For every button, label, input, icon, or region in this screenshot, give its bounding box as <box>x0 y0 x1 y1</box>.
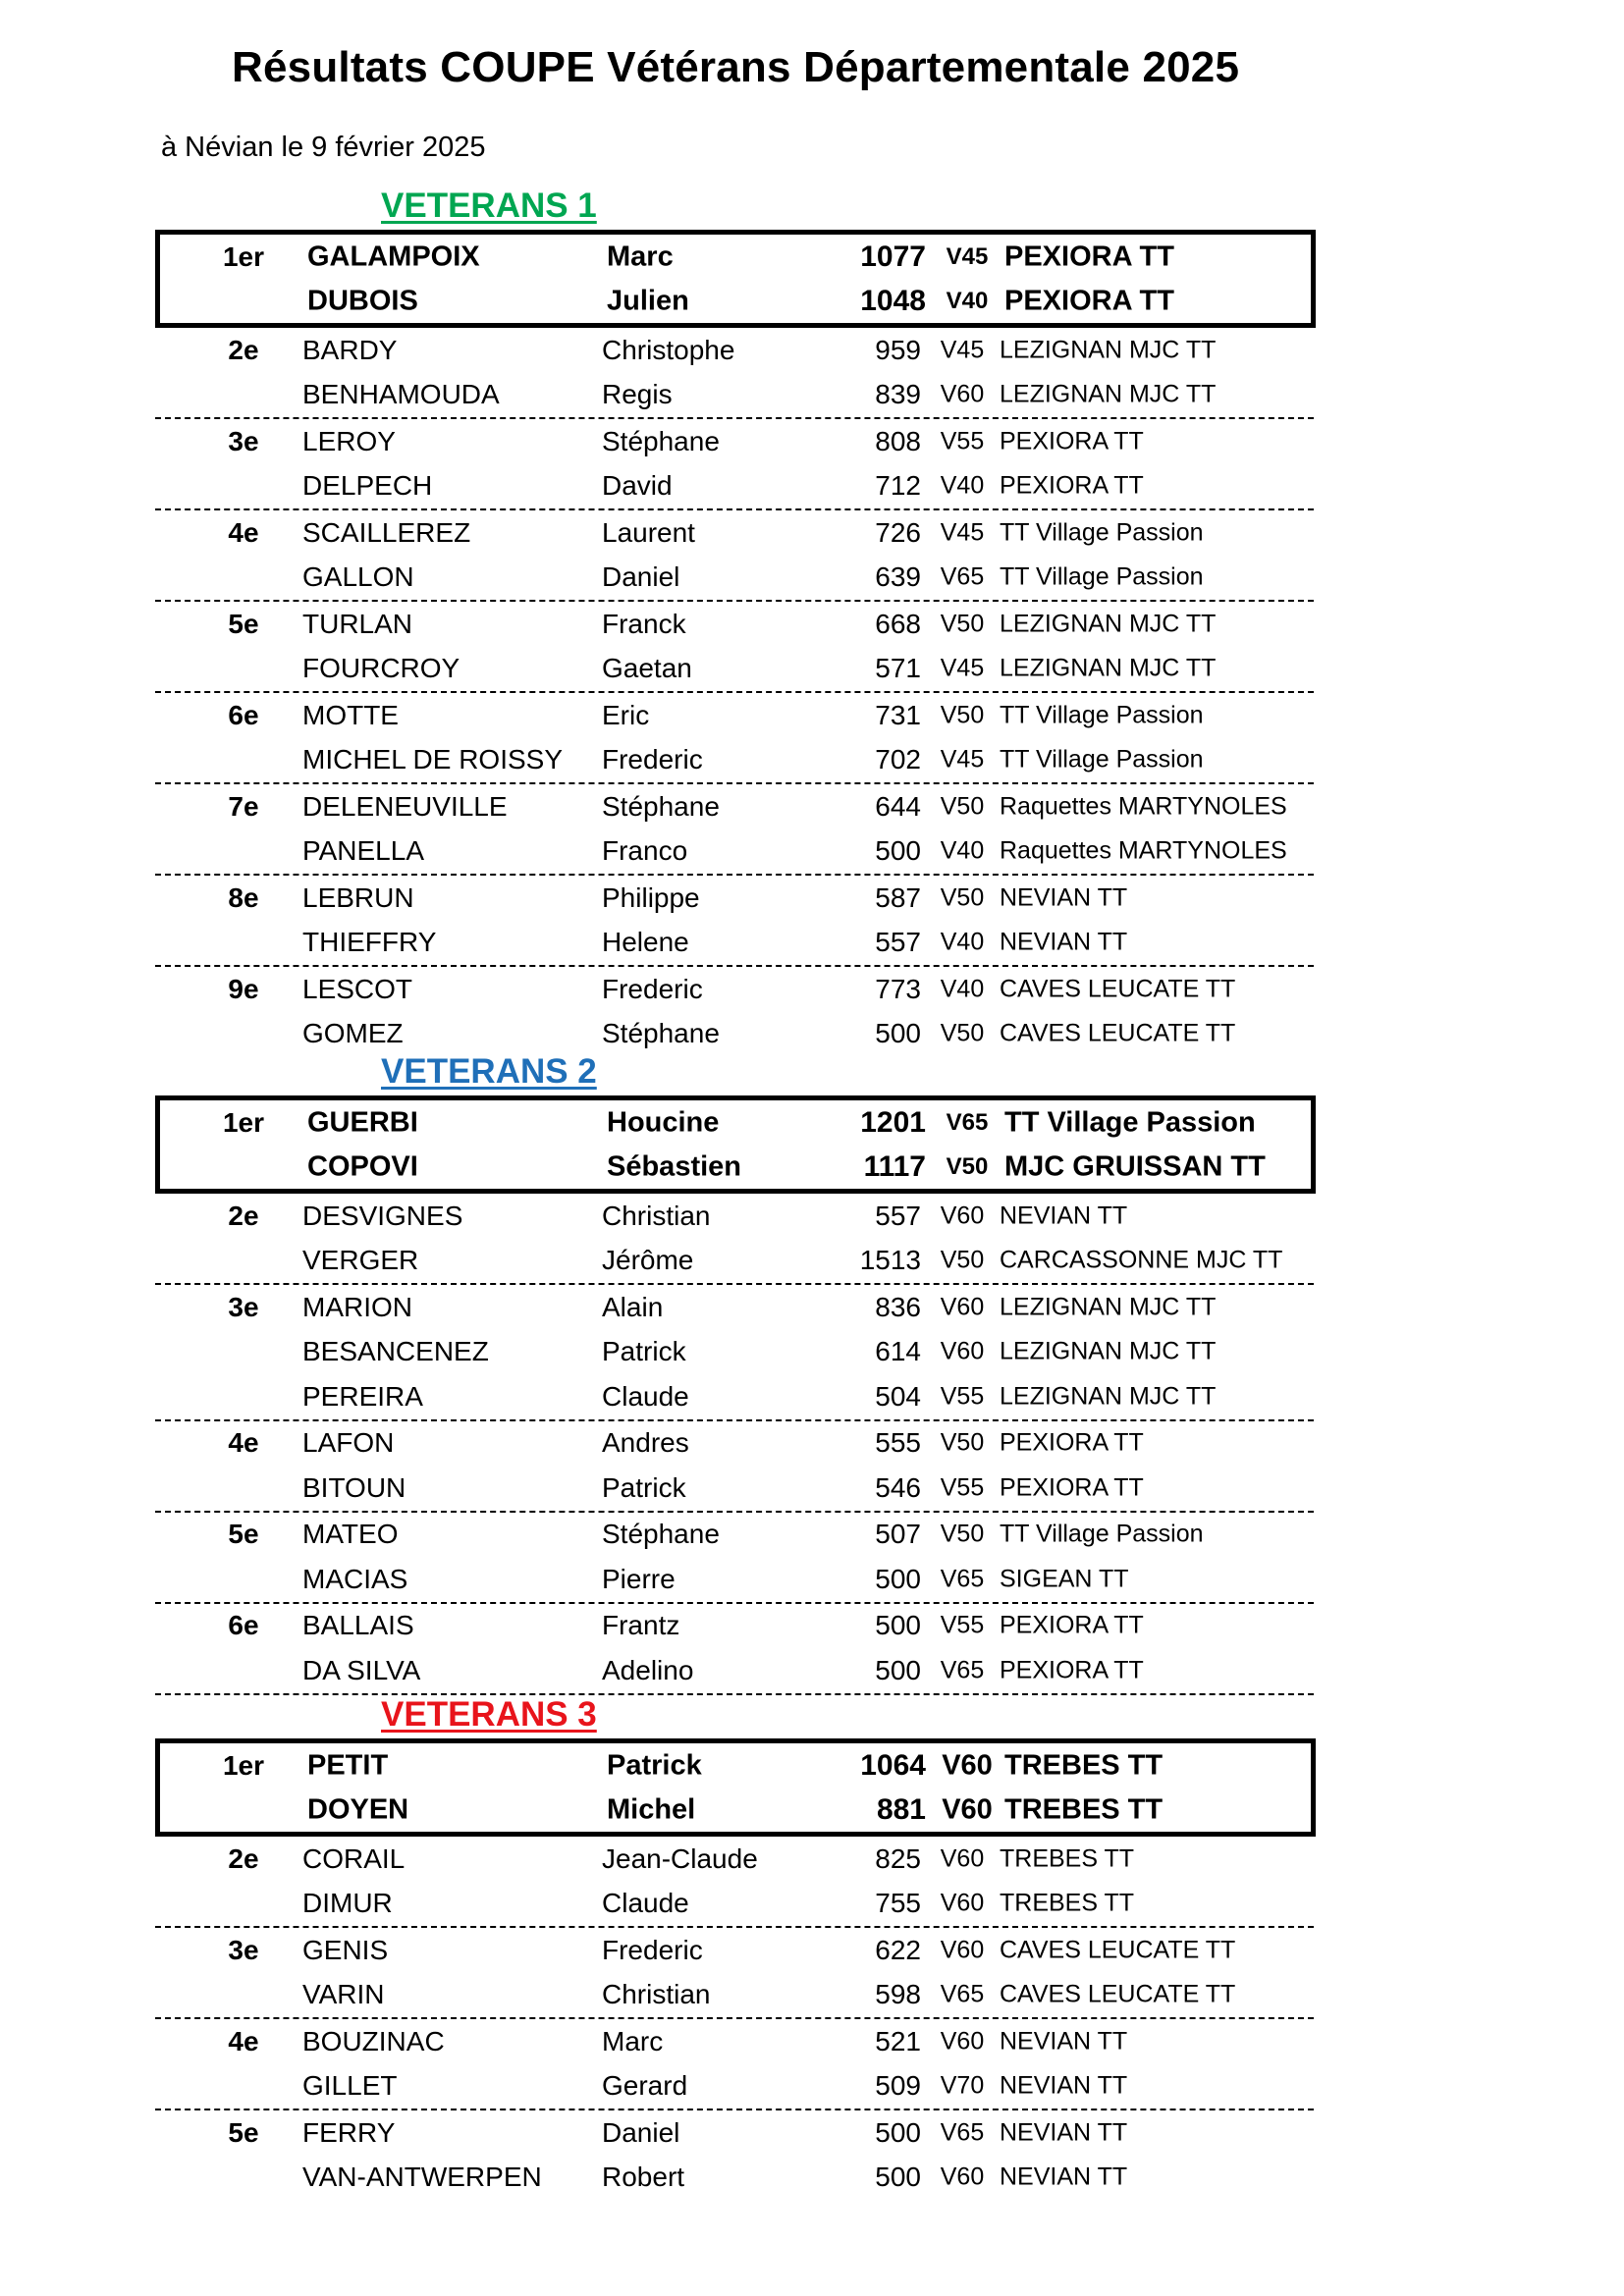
player-row <box>155 1513 1314 1558</box>
player-points: 959 <box>875 334 921 365</box>
player-points: 500 <box>875 2116 921 2148</box>
player-category: V40 <box>940 975 985 1003</box>
player-points: 726 <box>875 516 921 548</box>
rank-label: 2e <box>228 334 259 365</box>
player-last-name: DA SILVA <box>302 1654 421 1685</box>
player-points: 808 <box>875 425 921 456</box>
event-location-date: à Névian le 9 février 2025 <box>161 132 486 163</box>
player-last-name: FERRY <box>302 2116 396 2148</box>
player-last-name: LAFON <box>302 1427 395 1459</box>
player-club: CAVES LEUCATE TT <box>1000 1019 1236 1047</box>
player-points: 500 <box>875 2162 921 2193</box>
player-last-name: LESCOT <box>302 973 413 1004</box>
rank-label: 5e <box>228 608 259 639</box>
player-category: V45 <box>940 745 985 774</box>
player-club: Raquettes MARTYNOLES <box>1000 792 1287 821</box>
player-points: 500 <box>875 1654 921 1685</box>
player-club: PEXIORA TT <box>1000 1611 1144 1639</box>
player-first-name: Franco <box>602 835 688 867</box>
player-row <box>155 602 1314 647</box>
player-category: V45 <box>946 242 989 270</box>
player-first-name: Daniel <box>602 2116 680 2148</box>
player-last-name: PANELLA <box>302 835 424 867</box>
player-category: V40 <box>940 836 985 865</box>
rank-label: 1er <box>222 1749 265 1781</box>
player-category: V55 <box>940 427 985 455</box>
player-club: LEZIGNAN MJC TT <box>1000 654 1217 682</box>
ranking-group <box>155 784 1314 876</box>
player-club: LEZIGNAN MJC TT <box>1000 1337 1217 1365</box>
player-first-name: Pierre <box>602 1563 676 1594</box>
player-first-name: Sébastien <box>607 1150 741 1182</box>
player-row <box>160 1743 1311 1788</box>
player-first-name: Robert <box>602 2162 685 2193</box>
player-points: 571 <box>875 653 921 684</box>
player-last-name: TURLAN <box>302 608 413 639</box>
ranking-group <box>155 693 1314 784</box>
player-first-name: Christian <box>602 1200 711 1231</box>
player-club: NEVIAN TT <box>1000 928 1128 956</box>
player-points: 507 <box>875 1519 921 1550</box>
player-first-name: Jean-Claude <box>602 1842 758 1874</box>
player-club: LEZIGNAN MJC TT <box>1000 1293 1217 1321</box>
player-row <box>160 1145 1311 1189</box>
player-points: 622 <box>875 1934 921 1965</box>
player-first-name: Regis <box>602 379 673 410</box>
rank-label: 1er <box>222 240 265 272</box>
player-category: V40 <box>940 471 985 500</box>
rank-label: 5e <box>228 2116 259 2148</box>
player-row <box>155 876 1314 921</box>
player-points: 500 <box>875 1018 921 1049</box>
player-club: NEVIAN TT <box>1000 2027 1128 2056</box>
player-category: V65 <box>940 562 985 591</box>
player-last-name: MATEO <box>302 1519 399 1550</box>
player-row <box>155 1466 1314 1511</box>
section-veterans-3 <box>155 1695 1314 2200</box>
player-category: V50 <box>940 1019 985 1047</box>
player-last-name: DESVIGNES <box>302 1200 463 1231</box>
player-club: TREBES TT <box>1004 1749 1164 1781</box>
player-last-name: SCAILLEREZ <box>302 516 471 548</box>
player-row <box>155 1837 1314 1882</box>
player-last-name: FOURCROY <box>302 653 460 684</box>
player-row <box>155 967 1314 1012</box>
player-first-name: Stéphane <box>602 790 720 822</box>
player-last-name: DIMUR <box>302 1888 393 1919</box>
rank-label: 4e <box>228 516 259 548</box>
player-category: V60 <box>940 1293 985 1321</box>
player-club: LEZIGNAN MJC TT <box>1000 336 1217 364</box>
player-last-name: GALLON <box>302 561 414 593</box>
player-first-name: Marc <box>607 240 674 272</box>
player-first-name: Gerard <box>602 2070 688 2102</box>
player-row <box>155 510 1314 556</box>
player-points: 1117 <box>863 1149 926 1183</box>
player-first-name: Claude <box>602 1380 689 1412</box>
player-last-name: GALAMPOIX <box>307 240 480 272</box>
player-points: 587 <box>875 881 921 913</box>
player-row <box>160 1100 1311 1145</box>
player-last-name: DELPECH <box>302 470 433 502</box>
player-row <box>155 464 1314 509</box>
player-points: 644 <box>875 790 921 822</box>
player-category: V55 <box>940 1611 985 1639</box>
player-row <box>155 1330 1314 1375</box>
player-club: PEXIORA TT <box>1004 240 1174 272</box>
player-row <box>155 419 1314 464</box>
player-row <box>155 1285 1314 1330</box>
player-first-name: Stéphane <box>602 1018 720 1049</box>
player-row <box>155 738 1314 783</box>
player-first-name: Franck <box>602 608 686 639</box>
player-points: 1064 <box>860 1748 926 1782</box>
rank-label: 2e <box>228 1200 259 1231</box>
player-club: NEVIAN TT <box>1000 2071 1128 2100</box>
player-points: 500 <box>875 835 921 867</box>
player-first-name: Laurent <box>602 516 695 548</box>
player-category: V60 <box>942 1793 993 1825</box>
player-points: 773 <box>875 973 921 1004</box>
player-row <box>155 1973 1314 2018</box>
player-last-name: GUERBI <box>307 1106 418 1138</box>
player-club: SIGEAN TT <box>1000 1565 1129 1593</box>
player-points: 825 <box>875 1842 921 1874</box>
player-club: PEXIORA TT <box>1004 285 1174 316</box>
player-category: V70 <box>940 2071 985 2100</box>
player-first-name: Houcine <box>607 1106 720 1138</box>
player-first-name: Frederic <box>602 1934 703 1965</box>
player-points: 521 <box>875 2025 921 2056</box>
player-first-name: Claude <box>602 1888 689 1919</box>
player-first-name: Marc <box>602 2025 664 2056</box>
player-category: V60 <box>940 1936 985 1964</box>
player-first-name: Daniel <box>602 561 680 593</box>
winner-group <box>155 1738 1316 1837</box>
ranking-group <box>155 510 1314 602</box>
player-last-name: VAN-ANTWERPEN <box>302 2162 542 2193</box>
player-points: 1201 <box>860 1105 926 1139</box>
player-first-name: Eric <box>602 699 650 730</box>
player-points: 500 <box>875 1610 921 1641</box>
player-category: V60 <box>940 1889 985 1917</box>
player-points: 557 <box>875 1200 921 1231</box>
player-first-name: Andres <box>602 1427 689 1459</box>
ranking-group <box>155 1513 1314 1604</box>
player-first-name: Alain <box>602 1291 664 1322</box>
player-category: V65 <box>940 1565 985 1593</box>
player-row <box>155 1604 1314 1649</box>
player-category: V50 <box>940 792 985 821</box>
player-club: TT Village Passion <box>1000 701 1204 729</box>
player-first-name: Christophe <box>602 334 735 365</box>
player-category: V60 <box>940 1201 985 1230</box>
player-club: LEZIGNAN MJC TT <box>1000 380 1217 408</box>
player-category: V60 <box>940 380 985 408</box>
player-category: V50 <box>940 1520 985 1548</box>
player-club: PEXIORA TT <box>1000 471 1144 500</box>
player-row <box>155 2019 1314 2064</box>
player-row <box>155 1374 1314 1419</box>
rank-label: 2e <box>228 1842 259 1874</box>
player-category: V65 <box>946 1108 989 1136</box>
player-last-name: VERGER <box>302 1245 419 1276</box>
player-category: V40 <box>946 287 989 314</box>
player-first-name: Philippe <box>602 881 700 913</box>
player-category: V65 <box>940 1980 985 2008</box>
player-points: 881 <box>876 1792 926 1826</box>
player-category: V60 <box>940 2163 985 2191</box>
player-club: CARCASSONNE MJC TT <box>1000 1246 1283 1274</box>
player-last-name: MOTTE <box>302 699 399 730</box>
player-first-name: Stéphane <box>602 425 720 456</box>
player-first-name: Frantz <box>602 1610 680 1641</box>
player-points: 755 <box>875 1888 921 1919</box>
player-club: LEZIGNAN MJC TT <box>1000 610 1217 638</box>
player-club: CAVES LEUCATE TT <box>1000 1936 1236 1964</box>
player-points: 702 <box>875 744 921 775</box>
player-points: 668 <box>875 608 921 639</box>
player-club: TT Village Passion <box>1000 562 1204 591</box>
player-first-name: Patrick <box>607 1749 702 1781</box>
player-category: V65 <box>940 2118 985 2147</box>
rank-label: 3e <box>228 1291 259 1322</box>
player-last-name: GILLET <box>302 2070 398 2102</box>
player-club: TT Village Passion <box>1000 1520 1204 1548</box>
player-last-name: VARIN <box>302 1979 385 2010</box>
ranking-group <box>155 2110 1314 2200</box>
player-club: Raquettes MARTYNOLES <box>1000 836 1287 865</box>
player-first-name: Frederic <box>602 744 703 775</box>
ranking-group <box>155 1285 1314 1421</box>
player-row <box>155 1648 1314 1693</box>
winner-group <box>155 230 1316 328</box>
player-first-name: Christian <box>602 1979 711 2010</box>
player-last-name: BENHAMOUDA <box>302 379 500 410</box>
rank-label: 3e <box>228 1934 259 1965</box>
ranking-group <box>155 1421 1314 1513</box>
player-first-name: Julien <box>607 285 689 316</box>
player-row <box>155 784 1314 829</box>
player-club: LEZIGNAN MJC TT <box>1000 1382 1217 1411</box>
player-first-name: Stéphane <box>602 1519 720 1550</box>
player-row <box>155 2156 1314 2201</box>
rank-label: 7e <box>228 790 259 822</box>
player-category: V50 <box>940 701 985 729</box>
ranking-group <box>155 967 1314 1056</box>
player-row <box>155 693 1314 738</box>
player-club: NEVIAN TT <box>1000 1201 1128 1230</box>
ranking-group <box>155 1604 1314 1695</box>
player-category: V40 <box>940 928 985 956</box>
player-club: TREBES TT <box>1000 1889 1135 1917</box>
rank-label: 4e <box>228 2025 259 2056</box>
player-row <box>160 279 1311 323</box>
player-points: 639 <box>875 561 921 593</box>
player-category: V45 <box>940 336 985 364</box>
player-last-name: MACIAS <box>302 1563 408 1594</box>
player-last-name: LEBRUN <box>302 881 414 913</box>
player-club: PEXIORA TT <box>1000 1656 1144 1684</box>
player-first-name: Adelino <box>602 1654 694 1685</box>
player-points: 614 <box>875 1336 921 1367</box>
player-club: PEXIORA TT <box>1000 1473 1144 1502</box>
ranking-group <box>155 328 1314 419</box>
player-last-name: DOYEN <box>307 1793 409 1825</box>
player-category: V55 <box>940 1382 985 1411</box>
ranking-group <box>155 419 1314 510</box>
player-points: 839 <box>875 379 921 410</box>
section-veterans-1 <box>155 187 1314 1056</box>
player-row <box>155 2110 1314 2156</box>
player-club: PEXIORA TT <box>1000 1428 1144 1457</box>
player-row <box>155 921 1314 966</box>
player-category: V50 <box>940 883 985 912</box>
player-last-name: BALLAIS <box>302 1610 414 1641</box>
player-category: V65 <box>940 1656 985 1684</box>
player-last-name: BESANCENEZ <box>302 1336 489 1367</box>
player-club: MJC GRUISSAN TT <box>1004 1150 1266 1182</box>
player-club: NEVIAN TT <box>1000 883 1128 912</box>
player-club: TREBES TT <box>1004 1793 1164 1825</box>
rank-label: 4e <box>228 1427 259 1459</box>
player-first-name: Michel <box>607 1793 696 1825</box>
player-category: V50 <box>940 1428 985 1457</box>
player-last-name: PETIT <box>307 1749 389 1781</box>
ranking-group <box>155 1194 1314 1285</box>
player-first-name: Jérôme <box>602 1245 694 1276</box>
player-first-name: David <box>602 470 673 502</box>
player-category: V60 <box>940 1337 985 1365</box>
rank-label: 8e <box>228 881 259 913</box>
ranking-group <box>155 876 1314 967</box>
player-category: V60 <box>940 2027 985 2056</box>
player-points: 1048 <box>860 284 926 317</box>
player-last-name: BARDY <box>302 334 398 365</box>
player-last-name: THIEFFRY <box>302 927 437 958</box>
player-points: 836 <box>875 1291 921 1322</box>
player-club: CAVES LEUCATE TT <box>1000 975 1236 1003</box>
section-veterans-2 <box>155 1052 1314 1695</box>
player-points: 731 <box>875 699 921 730</box>
player-club: CAVES LEUCATE TT <box>1000 1980 1236 2008</box>
player-row <box>155 1421 1314 1467</box>
player-last-name: BITOUN <box>302 1471 406 1503</box>
player-row <box>155 1928 1314 1973</box>
ranking-group <box>155 2019 1314 2110</box>
player-last-name: DELENEUVILLE <box>302 790 508 822</box>
player-points: 509 <box>875 2070 921 2102</box>
rank-label: 5e <box>228 1519 259 1550</box>
player-row <box>155 556 1314 601</box>
player-points: 557 <box>875 927 921 958</box>
player-club: TREBES TT <box>1000 1844 1135 1873</box>
player-points: 1077 <box>860 240 926 273</box>
player-club: NEVIAN TT <box>1000 2118 1128 2147</box>
section-title: VETERANS 2 <box>381 1052 597 1091</box>
player-points: 546 <box>875 1471 921 1503</box>
player-category: V60 <box>940 1844 985 1873</box>
player-row <box>155 1194 1314 1239</box>
rank-label: 6e <box>228 1610 259 1641</box>
player-club: TT Village Passion <box>1004 1106 1256 1138</box>
ranking-group <box>155 1837 1314 1928</box>
player-last-name: PEREIRA <box>302 1380 423 1412</box>
rank-label: 6e <box>228 699 259 730</box>
ranking-group <box>155 602 1314 693</box>
player-first-name: Gaetan <box>602 653 692 684</box>
player-first-name: Helene <box>602 927 689 958</box>
player-category: V55 <box>940 1473 985 1502</box>
player-last-name: GENIS <box>302 1934 389 1965</box>
player-category: V50 <box>940 1246 985 1274</box>
player-points: 1513 <box>859 1245 921 1276</box>
player-last-name: BOUZINAC <box>302 2025 445 2056</box>
winner-group <box>155 1095 1316 1194</box>
rank-label: 1er <box>222 1106 265 1138</box>
player-row <box>155 1882 1314 1927</box>
player-last-name: MICHEL DE ROISSY <box>302 744 564 775</box>
player-row <box>155 373 1314 418</box>
player-points: 555 <box>875 1427 921 1459</box>
player-first-name: Patrick <box>602 1471 686 1503</box>
player-club: TT Village Passion <box>1000 518 1204 547</box>
player-last-name: LEROY <box>302 425 396 456</box>
player-club: TT Village Passion <box>1000 745 1204 774</box>
player-row <box>155 328 1314 373</box>
rank-label: 9e <box>228 973 259 1004</box>
page-title: Résultats COUPE Vétérans Départementale 2025 <box>232 43 1240 91</box>
player-category: V60 <box>942 1749 993 1781</box>
player-last-name: MARION <box>302 1291 412 1322</box>
player-category: V50 <box>940 610 985 638</box>
player-row <box>160 1788 1311 1832</box>
rank-label: 3e <box>228 425 259 456</box>
player-first-name: Frederic <box>602 973 703 1004</box>
player-row <box>155 1239 1314 1284</box>
player-last-name: CORAIL <box>302 1842 406 1874</box>
player-club: PEXIORA TT <box>1000 427 1144 455</box>
player-points: 504 <box>875 1380 921 1412</box>
player-points: 500 <box>875 1563 921 1594</box>
player-category: V50 <box>946 1152 989 1180</box>
player-club: NEVIAN TT <box>1000 2163 1128 2191</box>
player-category: V45 <box>940 518 985 547</box>
player-category: V45 <box>940 654 985 682</box>
player-points: 598 <box>875 1979 921 2010</box>
player-row <box>155 829 1314 875</box>
player-points: 712 <box>875 470 921 502</box>
player-last-name: GOMEZ <box>302 1018 404 1049</box>
player-row <box>155 647 1314 692</box>
player-last-name: COPOVI <box>307 1150 418 1182</box>
section-title: VETERANS 3 <box>381 1695 597 1734</box>
player-last-name: DUBOIS <box>307 285 418 316</box>
ranking-group <box>155 1928 1314 2019</box>
player-first-name: Patrick <box>602 1336 686 1367</box>
section-title: VETERANS 1 <box>381 187 597 225</box>
player-row <box>155 2064 1314 2109</box>
player-row <box>160 235 1311 279</box>
player-row <box>155 1557 1314 1602</box>
player-row <box>155 1012 1314 1057</box>
